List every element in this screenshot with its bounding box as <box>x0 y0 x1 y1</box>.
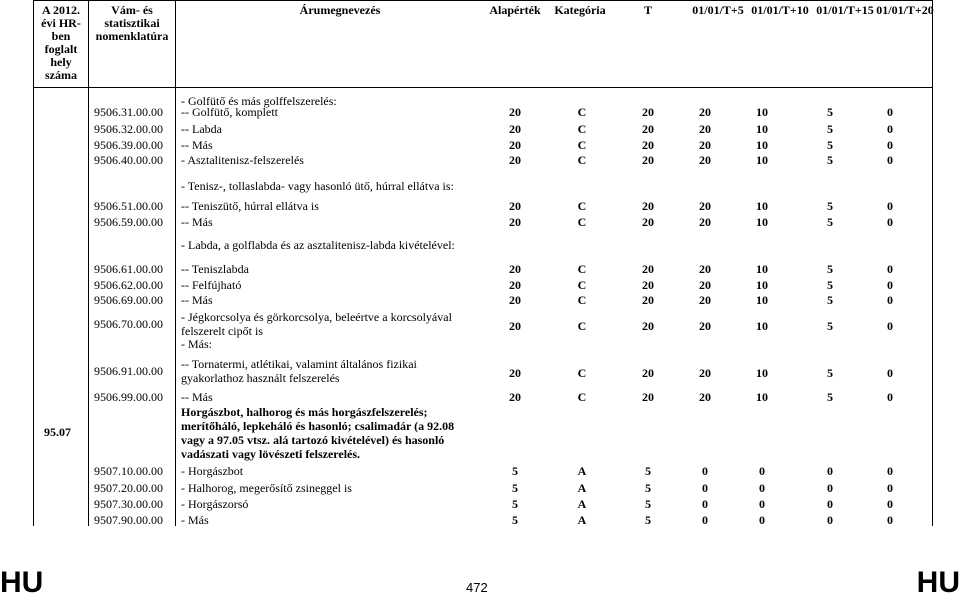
table-row-value: 5 <box>827 262 833 276</box>
table-row-value: 5 <box>827 215 833 229</box>
table-row-value: 5 <box>827 138 833 152</box>
table-row-value: A <box>577 497 587 511</box>
table-row-value: 20 <box>699 138 711 152</box>
table-row-value: 10 <box>756 390 768 404</box>
table-row-value: 20 <box>642 366 654 380</box>
table-row-value: 20 <box>509 215 521 229</box>
table-row-value: 20 <box>699 105 711 119</box>
table-row-value: 0 <box>887 262 893 276</box>
header-t20-col: 01/01/T+20 <box>876 3 934 17</box>
table-row-value: 5 <box>512 497 518 511</box>
table-row-desc: - Horgászorsó <box>181 497 249 511</box>
table-row-code: 9506.59.00.00 <box>94 215 163 229</box>
table-row-value: 20 <box>699 262 711 276</box>
table-row-value: 20 <box>642 199 654 213</box>
table-row-value: 10 <box>756 153 768 167</box>
table-row-value: 0 <box>887 278 893 292</box>
table-row-value: 0 <box>827 497 833 511</box>
table-row-value: 5 <box>645 464 651 478</box>
table-row-value: 0 <box>827 464 833 478</box>
table-row-value: 20 <box>699 122 711 136</box>
table-row-value: 0 <box>759 497 765 511</box>
table-row-value: 0 <box>702 497 708 511</box>
table-row-value: 10 <box>756 105 768 119</box>
table-row-value: 10 <box>756 262 768 276</box>
table-row-value: 20 <box>642 319 654 333</box>
table-row-value: 10 <box>756 215 768 229</box>
table-row-value: 0 <box>702 464 708 478</box>
table-row-value: 20 <box>699 366 711 380</box>
table-row-value: 20 <box>509 390 521 404</box>
table-row-value: 0 <box>887 513 893 527</box>
table-row-value: C <box>577 153 587 167</box>
table-row-value: 20 <box>509 138 521 152</box>
table-row-desc: -- Más <box>181 138 213 152</box>
header-heading-col: A 2012. évi HR-ben foglalt hely száma <box>41 3 81 82</box>
table-row-code: 9506.51.00.00 <box>94 199 163 213</box>
table-row-code: 9506.91.00.00 <box>94 364 163 378</box>
table-row-value: 20 <box>642 278 654 292</box>
table-row-value: C <box>577 105 587 119</box>
table-row-value: 0 <box>827 481 833 495</box>
table-row-value: C <box>577 138 587 152</box>
table-row-value: 5 <box>827 105 833 119</box>
table-row-value: 20 <box>642 138 654 152</box>
header-t5-col: 01/01/T+5 <box>692 3 744 17</box>
table-row-value: A <box>577 481 587 495</box>
table-row-value: 5 <box>827 319 833 333</box>
footer-country-right: HU <box>916 566 960 599</box>
heading-number: 95.07 <box>44 425 71 439</box>
table-row-value: 20 <box>699 153 711 167</box>
table-row-value: 0 <box>887 464 893 478</box>
table-row-value: 5 <box>645 513 651 527</box>
table-row-code: 9506.61.00.00 <box>94 262 163 276</box>
header-t-col: T <box>643 3 652 17</box>
table-row-value: A <box>577 513 587 527</box>
table-row-value: C <box>577 390 587 404</box>
header-t15-col: 01/01/T+15 <box>816 3 874 17</box>
table-row-desc: -- Teniszlabda <box>181 262 249 276</box>
table-row-value: 10 <box>756 366 768 380</box>
table-row-value: 0 <box>759 513 765 527</box>
table-row-code: 9507.10.00.00 <box>94 464 163 478</box>
table-row-value: 5 <box>827 390 833 404</box>
table-row-desc: -- Labda <box>181 122 222 136</box>
table-row-value: 20 <box>699 293 711 307</box>
table-row-value: 20 <box>509 262 521 276</box>
header-code-col: Vám- és statisztikai nomenklatúra <box>95 3 169 43</box>
table-row-value: 20 <box>642 262 654 276</box>
table-row-value: 20 <box>509 278 521 292</box>
table-row-desc: -- Más <box>181 293 213 307</box>
table-row-value: 20 <box>699 319 711 333</box>
table-row-desc: - Tenisz-, tollaslabda- vagy hasonló ütő, húrral ellátva is: <box>181 179 454 193</box>
table-row-value: 5 <box>827 278 833 292</box>
table-row-value: 5 <box>512 481 518 495</box>
table-row-value: C <box>577 278 587 292</box>
table-row-value: C <box>577 366 587 380</box>
table-row-value: 10 <box>756 293 768 307</box>
table-row-value: 0 <box>827 513 833 527</box>
table-row-desc: Horgászbot, halhorog és más horgászfelszerelés; merítőháló, lepkeháló és hasonló; csalimadár (a 92.08 vagy a 97.05 vtsz. alá tartozó kivételével) és hasonló vadászati vagy lövészeti felszerelés. <box>181 405 455 461</box>
table-row-value: 0 <box>887 390 893 404</box>
table-row-value: 20 <box>509 199 521 213</box>
header-desc-col: Árumegnevezés <box>299 3 381 17</box>
table-row-value: 0 <box>887 122 893 136</box>
table-row-value: 10 <box>756 122 768 136</box>
table-row-code: 9506.70.00.00 <box>94 317 163 331</box>
table-row-value: 20 <box>699 390 711 404</box>
footer-country-left: HU <box>0 566 44 599</box>
table-row-desc: - Horgászbot <box>181 464 244 478</box>
table-row-value: 0 <box>887 215 893 229</box>
table-row-desc: - Más: <box>181 337 212 351</box>
table-row-value: 20 <box>642 153 654 167</box>
header-cat-col: Kategória <box>554 3 606 17</box>
table-row-value: 5 <box>827 293 833 307</box>
table-row-code: 9506.40.00.00 <box>94 153 163 167</box>
page-number: 472 <box>466 580 488 595</box>
table-row-value: 20 <box>509 293 521 307</box>
table-row-desc: -- Tornatermi, atlétikai, valamint általános fizikai gyakorlathoz használt felszerelés <box>181 357 417 385</box>
table-row-value: 20 <box>509 319 521 333</box>
table-row-value: 20 <box>642 390 654 404</box>
table-row-desc: - Jégkorcsolya és görkorcsolya, beleértve a korcsolyával felszerelt cipőt is <box>181 310 452 338</box>
table-row-value: 5 <box>827 153 833 167</box>
table-row-value: C <box>577 262 587 276</box>
table-row-value: 20 <box>642 293 654 307</box>
table-row-value: 0 <box>887 153 893 167</box>
table-row-value: 20 <box>642 105 654 119</box>
table-row-value: 20 <box>509 105 521 119</box>
table-row-code: 9507.20.00.00 <box>94 481 163 495</box>
table-row-value: 0 <box>887 199 893 213</box>
table-row-desc: - Halhorog, megerősítő zsineggel is <box>181 481 352 495</box>
table-row-value: 0 <box>887 366 893 380</box>
table-row-code: 9506.31.00.00 <box>94 105 163 119</box>
table-row-value: 5 <box>827 122 833 136</box>
table-row-value: 20 <box>509 122 521 136</box>
table-row-value: 5 <box>512 464 518 478</box>
table-row-desc: - Más <box>181 513 209 527</box>
table-row-desc: -- Más <box>181 215 213 229</box>
header-t10-col: 01/01/T+10 <box>751 3 809 17</box>
table-row-value: C <box>577 199 587 213</box>
table-row-desc: -- Más <box>181 390 213 404</box>
table-row-value: 5 <box>645 481 651 495</box>
table-row-value: 10 <box>756 278 768 292</box>
table-row-value: 5 <box>827 366 833 380</box>
table-row-value: 0 <box>887 105 893 119</box>
table-row-code: 9506.32.00.00 <box>94 122 163 136</box>
table-row-desc: - Labda, a golflabda és az asztalitenisz-labda kivételével: <box>181 238 455 252</box>
table-row-desc: -- Golfütő, komplett <box>181 105 278 119</box>
table-row-value: 0 <box>759 481 765 495</box>
table-row-desc: -- Felfújható <box>181 278 242 292</box>
table-row-code: 9506.62.00.00 <box>94 278 163 292</box>
table-row-value: 20 <box>509 153 521 167</box>
table-row-value: C <box>577 319 587 333</box>
table-row-value: 20 <box>642 215 654 229</box>
table-row-desc: - Asztalitenisz-felszerelés <box>181 153 304 167</box>
table-row-code: 9506.99.00.00 <box>94 390 163 404</box>
table-row-value: 0 <box>887 481 893 495</box>
header-base-col: Alapérték <box>489 3 541 17</box>
table-row-value: C <box>577 122 587 136</box>
table-row-value: 0 <box>887 497 893 511</box>
table-row-value: C <box>577 215 587 229</box>
table-row-value: 10 <box>756 319 768 333</box>
table-row-value: 0 <box>887 293 893 307</box>
table-row-value: 5 <box>827 199 833 213</box>
table-row-desc: - Golfütő és más golffelszerelés: <box>181 94 337 108</box>
table-row-code: 9506.39.00.00 <box>94 138 163 152</box>
table-row-desc: -- Teniszütő, húrral ellátva is <box>181 199 319 213</box>
table-row-value: A <box>577 464 587 478</box>
table-row-value: 10 <box>756 199 768 213</box>
table-row-value: 0 <box>702 481 708 495</box>
table-row-code: 9506.69.00.00 <box>94 293 163 307</box>
table-row-value: 0 <box>887 138 893 152</box>
table-row-value: C <box>577 293 587 307</box>
table-row-value: 0 <box>759 464 765 478</box>
table-row-value: 20 <box>699 278 711 292</box>
table-row-value: 0 <box>887 319 893 333</box>
table-row-value: 20 <box>509 366 521 380</box>
table-row-value: 5 <box>645 497 651 511</box>
table-row-value: 5 <box>512 513 518 527</box>
table-row-code: 9507.90.00.00 <box>94 513 163 527</box>
table-row-code: 9507.30.00.00 <box>94 497 163 511</box>
table-row-value: 20 <box>699 215 711 229</box>
table-row-value: 20 <box>699 199 711 213</box>
table-row-value: 20 <box>642 122 654 136</box>
table-row-value: 10 <box>756 138 768 152</box>
table-row-value: 0 <box>702 513 708 527</box>
